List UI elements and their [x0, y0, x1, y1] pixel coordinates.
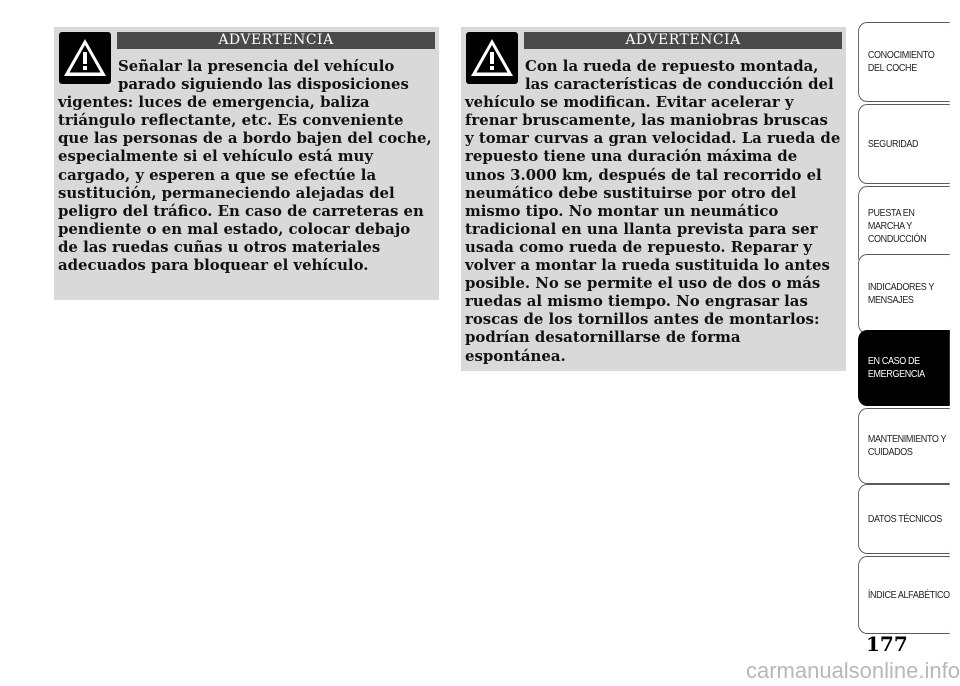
tab-seguridad[interactable]: SEGURIDAD	[858, 104, 950, 184]
warning-text: Señalar la presencia del vehículo parado siguiendo las disposiciones vigentes: luces de emergencia, baliza triángulo reflectante, etc. Es conveniente que las personas de a bordo bajen del coche, especialmente si el vehículo está muy cargado, y esperen a que se efectúe la sustitución, permaneciendo alejadas del peligro del tráfico. En caso de carreteras en pendiente o en mal estado, colocar debajo de las ruedas cuñas u otros materiales adecuados para bloquear el vehículo.	[58, 57, 432, 275]
tab-mantenimiento-y-cuidados[interactable]: MANTENIMIENTO Y CUIDADOS	[858, 408, 950, 484]
tab-en-caso-de-emergencia[interactable]: EN CASO DE EMERGENCIA	[858, 330, 950, 406]
warning-box-spare-wheel	[461, 27, 846, 371]
tab-conocimiento-del-coche[interactable]: CONOCIMIENTO DEL COCHE	[858, 22, 950, 102]
warning-header: ADVERTENCIA	[117, 32, 435, 49]
tab-indicadores-y-mensajes[interactable]: INDICADORES Y MENSAJES	[858, 254, 950, 334]
warning-box-parking	[54, 27, 439, 300]
page-number: 177	[866, 632, 908, 656]
watermark: carmanualsonline.info	[745, 658, 960, 683]
tab-puesta-en-marcha[interactable]: PUESTA EN MARCHA Y CONDUCCIÓN	[858, 186, 950, 266]
tab-indice-alfabetico[interactable]: ÍNDICE ALFABÉTICO	[858, 556, 950, 634]
warning-text: Con la rueda de repuesto montada, las características de conducción del vehículo se modifican. Evitar acelerar y frenar bruscamente, las maniobras bruscas y tomar curvas a gran velocidad. La rueda de repuesto tiene una duración máxima de unos 3.000 km, después de tal recorrido el neumático debe sustituirse por otro del mismo tipo. No montar un neumático tradicional en una llanta prevista para ser usada como rueda de repuesto. Reparar y volver a montar la rueda sustituida lo antes posible. No se permite el uso de dos o más ruedas al mismo tiempo. No engrasar las roscas de los tornillos antes de montarlos: podrían desatornillarse de forma espontánea.	[465, 57, 841, 365]
tab-datos-tecnicos[interactable]: DATOS TÉCNICOS	[858, 484, 950, 554]
warning-header: ADVERTENCIA	[524, 32, 842, 49]
